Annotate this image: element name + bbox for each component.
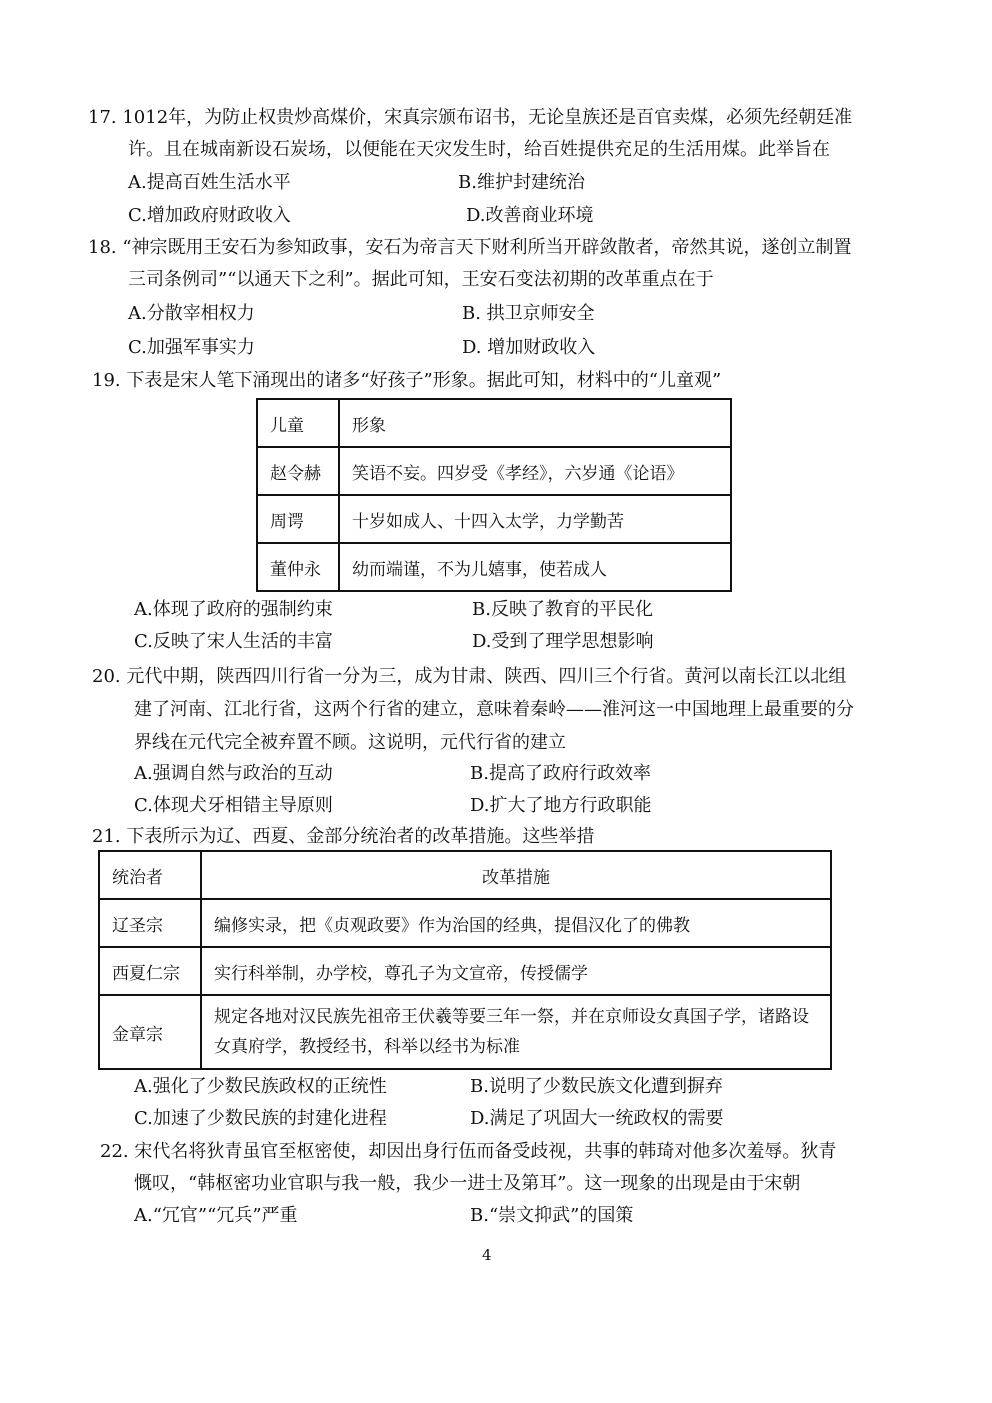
question-20-stem-line3: 界线在元代完全被弃置不顾。这说明，元代行省的建立 bbox=[134, 732, 566, 753]
page-number: 4 bbox=[482, 1246, 492, 1264]
question-17-stem-line1: 17. 1012年，为防止权贵炒高煤价，宋真宗颁布诏书，无论皇族还是百官卖煤，必须先经朝廷准 bbox=[88, 107, 853, 128]
question-19-option-c: C.反映了宋人生活的丰富 bbox=[134, 631, 333, 652]
table-row bbox=[257, 543, 731, 591]
question-19-option-a: A.体现了政府的强制约束 bbox=[134, 599, 333, 620]
question-17-option-d: D.改善商业环境 bbox=[466, 205, 594, 226]
table-cell-child: 董仲永 bbox=[257, 543, 339, 591]
question-20-stem-line1: 20. 元代中期，陕西四川行省一分为三，成为甘肃、陕西、四川三个行省。黄河以南长江以北组 bbox=[92, 666, 847, 687]
question-17-option-b: B.维护封建统治 bbox=[458, 172, 585, 193]
question-20-option-b: B.提高了政府行政效率 bbox=[470, 763, 651, 784]
question-17-stem-line2: 许。且在城南新设石炭场，以便能在天灾发生时，给百姓提供充足的生活用煤。此举旨在 bbox=[128, 139, 830, 160]
table-cell-image: 幼而端谨，不为儿嬉事，使若成人 bbox=[339, 543, 731, 591]
table-cell-reform: 规定各地对汉民族先祖帝王伏羲等要三年一祭，并在京师设女真国子学，诸路设女真府学，教授经书，科举以经书为标准 bbox=[201, 995, 831, 1069]
question-22-option-b: B.“崇文抑武”的国策 bbox=[470, 1205, 634, 1226]
question-17-option-c: C.增加政府财政收入 bbox=[128, 205, 291, 226]
question-18-option-c: C.加强军事实力 bbox=[128, 337, 255, 358]
table-cell-child: 赵令赫 bbox=[257, 447, 339, 495]
question-18-option-d: D. 增加财政收入 bbox=[462, 337, 596, 358]
question-21-option-d: D.满足了巩固大一统政权的需要 bbox=[470, 1108, 724, 1129]
table-cell-reform: 实行科举制，办学校，尊孔子为文宣帝，传授儒学 bbox=[201, 947, 831, 995]
question-18-option-b: B. 拱卫京师安全 bbox=[462, 303, 595, 324]
table-cell-ruler: 西夏仁宗 bbox=[99, 947, 201, 995]
table-header-row bbox=[257, 399, 731, 447]
table-cell-image: 笑语不妄。四岁受《孝经》，六岁通《论语》 bbox=[339, 447, 731, 495]
table-header-cell: 形象 bbox=[339, 399, 731, 447]
question-21-stem: 21. 下表所示为辽、西夏、金部分统治者的改革措施。这些举措 bbox=[92, 826, 595, 847]
question-19-option-b: B.反映了教育的平民化 bbox=[472, 599, 653, 620]
question-20-option-d: D.扩大了地方行政职能 bbox=[470, 795, 652, 816]
question-19-table bbox=[256, 398, 732, 592]
question-19-option-d: D.受到了理学思想影响 bbox=[472, 631, 654, 652]
question-22-stem-line1: 22. 宋代名将狄青虽官至枢密使，却因出身行伍而备受歧视，共事的韩琦对他多次羞辱。狄青 bbox=[100, 1141, 837, 1162]
table-header-cell: 改革措施 bbox=[201, 851, 831, 899]
table-cell-image: 十岁如成人、十四入太学，力学勤苦 bbox=[339, 495, 731, 543]
table-row bbox=[99, 995, 831, 1069]
table-header-cell: 儿童 bbox=[257, 399, 339, 447]
table-row bbox=[99, 899, 831, 947]
table-cell-child: 周谔 bbox=[257, 495, 339, 543]
table-cell-ruler: 辽圣宗 bbox=[99, 899, 201, 947]
table-row bbox=[257, 447, 731, 495]
question-18-option-a: A.分散宰相权力 bbox=[128, 303, 255, 324]
table-row bbox=[257, 495, 731, 543]
question-17-option-a: A.提高百姓生活水平 bbox=[128, 172, 291, 193]
question-18-stem-line2: 三司条例司”“以通天下之利”。据此可知，王安石变法初期的改革重点在于 bbox=[128, 269, 714, 290]
question-21-table bbox=[98, 850, 832, 1070]
question-18-stem-line1: 18. “神宗既用王安石为参知政事，安石为帝言天下财利所当开辟敛散者，帝然其说，遂创立制置 bbox=[88, 237, 852, 258]
question-20-option-c: C.体现犬牙相错主导原则 bbox=[134, 795, 333, 816]
question-21-option-c: C.加速了少数民族的封建化进程 bbox=[134, 1108, 387, 1129]
question-21-option-b: B.说明了少数民族文化遭到摒弃 bbox=[470, 1076, 723, 1097]
table-header-row bbox=[99, 851, 831, 899]
table-cell-ruler: 金章宗 bbox=[99, 995, 201, 1069]
question-19-stem: 19. 下表是宋人笔下涌现出的诸多“好孩子”形象。据此可知，材料中的“儿童观” bbox=[92, 370, 722, 391]
question-20-option-a: A.强调自然与政治的互动 bbox=[134, 763, 333, 784]
question-22-option-a: A.“冗官”“冗兵”严重 bbox=[134, 1205, 298, 1226]
question-20-stem-line2: 建了河南、江北行省，这两个行省的建立，意味着秦岭——淮河这一中国地理上最重要的分 bbox=[134, 699, 854, 720]
table-row bbox=[99, 947, 831, 995]
question-22-stem-line2: 慨叹，“韩枢密功业官职与我一般，我少一进士及第耳”。这一现象的出现是由于宋朝 bbox=[134, 1173, 801, 1194]
table-header-cell: 统治者 bbox=[99, 851, 201, 899]
question-21-option-a: A.强化了少数民族政权的正统性 bbox=[134, 1076, 387, 1097]
table-cell-reform: 编修实录，把《贞观政要》作为治国的经典，提倡汉化了的佛教 bbox=[201, 899, 831, 947]
